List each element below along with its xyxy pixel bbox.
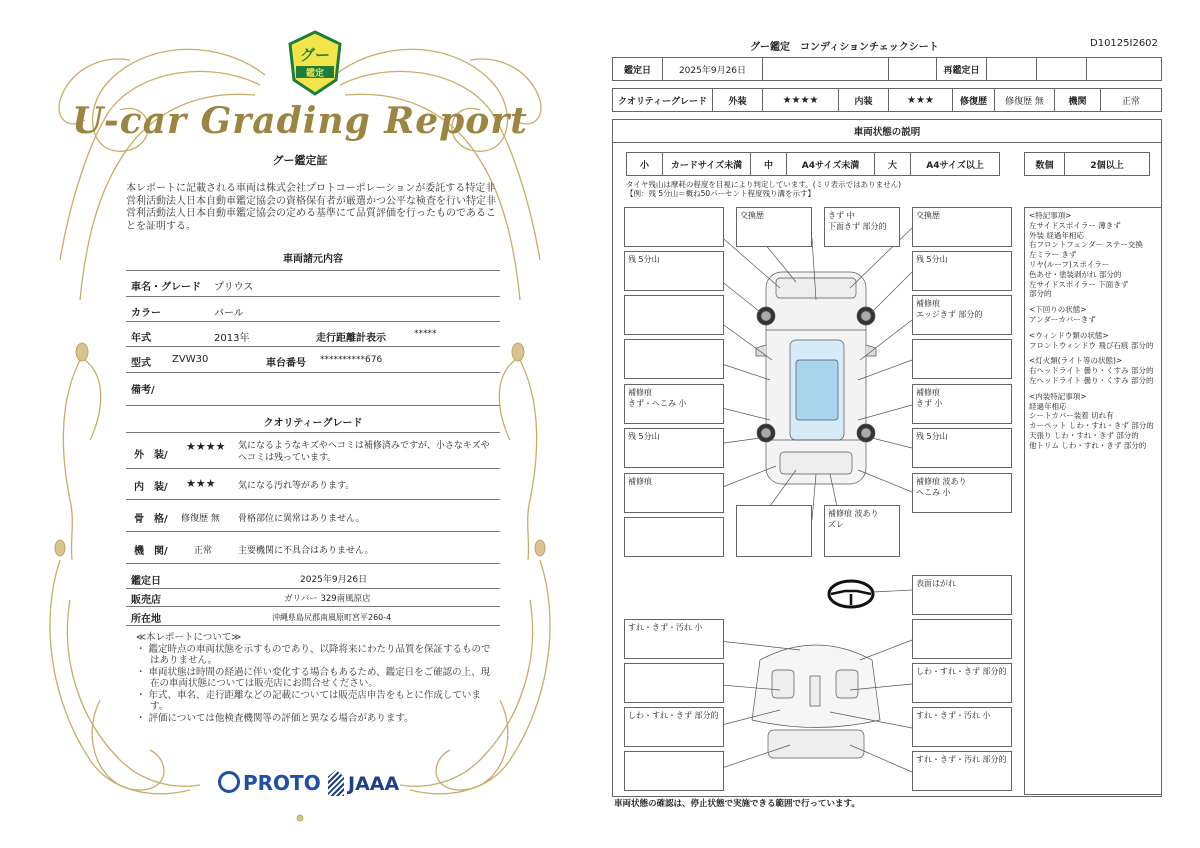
repair-label: 修復歴 — [953, 89, 995, 111]
interior-grade: ★★★ — [186, 477, 216, 490]
jaaa-logo: JAAA — [328, 770, 399, 796]
condition-box — [624, 339, 724, 379]
condition-box: 残 5分山 — [624, 428, 724, 468]
note-line: <灯火類(ライト等の状態)> — [1029, 356, 1123, 366]
note-line: <ウィンドウ類の状態> — [1029, 330, 1109, 340]
address-label: 所在地 — [131, 614, 161, 625]
exterior-text: 気になるようなキズやヘコミは補修済みですが、小さなキズやヘコミは残っています。 — [238, 441, 490, 463]
divider — [126, 588, 500, 589]
note-line: 外装 経過年相応 — [1029, 230, 1084, 240]
condition-box: すれ・きず・汚れ 部分的 — [912, 751, 1012, 791]
condition-box: きず 中 下面きず 部分的 — [824, 207, 900, 247]
note-line: 左ヘッドライト 曇り・くすみ 部分的 — [1029, 375, 1154, 385]
note-line: 色あせ・塗装剥がれ 部分的 — [1029, 269, 1122, 279]
condition-box: 補修痕 波あり へこみ 小 — [912, 473, 1012, 513]
condition-box: 補修痕 きず・へこみ 小 — [624, 384, 724, 424]
note-line: 経過年相応 — [1029, 401, 1067, 411]
size-medium-desc: A4サイズ未満 — [787, 153, 875, 175]
ext-label: 外装 — [713, 89, 763, 111]
note-item: ・ 評価については他検査機関等の評価と異なる場合があります。 — [136, 712, 414, 724]
note-item: ・ 車両状態は時間の経過に伴い変化する場合もあるため、鑑定日をご確認の上、現在の車両状態については販売店にお問合せください。 — [136, 666, 491, 689]
size-small-key: 小 — [627, 153, 663, 175]
note-line: アンダーカバーきず — [1029, 314, 1096, 324]
address-value: 沖縄県島尻郡南風原町宮平260-4 — [272, 613, 392, 622]
inspection-date-value: 2025年9月26日 — [300, 575, 368, 585]
condition-box: 補修痕 きず 小 — [912, 384, 1012, 424]
note-line: 天張り しわ・すれ・きず 部分的 — [1029, 430, 1139, 440]
divider — [126, 372, 500, 373]
divider — [126, 432, 500, 433]
int-grade: ★★★ — [889, 89, 953, 111]
sheet-title: グー鑑定 コンディションチェックシート — [750, 42, 939, 53]
certificate-title: グー鑑定証 — [272, 154, 328, 167]
engine-label: 機 関/ — [134, 546, 168, 557]
color-value: パール — [214, 308, 244, 319]
count-key: 数個 — [1025, 153, 1065, 175]
proto-mark-icon — [218, 771, 240, 793]
int-label: 内装 — [839, 89, 889, 111]
note-line: 他トリム しわ・すれ・きず 部分的 — [1029, 440, 1147, 450]
dealer-value: ガリバー 329南風原店 — [284, 594, 371, 604]
svg-text:グー: グー — [299, 46, 331, 64]
svg-text:鑑定: 鑑定 — [305, 69, 325, 79]
condition-box: 補修痕 波あり ズレ — [824, 505, 900, 557]
engine-text: 主要機関に不具合はありません。 — [238, 546, 374, 556]
certificate-statement: 本レポートに記載される車両は株式会社プロトコーポレーションが委託する特定非営利活動法人日本自動車鑑定協会の資格保有者が厳選かつ公平な検査を行い特定非営利活動法人日本自動車鑑定協会の定める基準にて品質評価を行ったものであることを証明する。 — [126, 183, 496, 232]
size-medium-key: 中 — [751, 153, 787, 175]
condition-box — [624, 207, 724, 247]
size-small-desc: カードサイズ未満 — [663, 153, 751, 175]
divider — [126, 499, 500, 500]
model-label: 型式 — [131, 358, 151, 369]
interior-text: 気になる汚れ等があります。 — [238, 481, 355, 491]
divider — [126, 531, 500, 532]
jaaa-mark-icon — [328, 770, 344, 796]
car-name-label: 車名・グレード — [131, 282, 201, 293]
note-line: シートカバー装着 切れ有 — [1029, 411, 1114, 421]
condition-box: しわ・すれ・きず 部分的 — [912, 663, 1012, 703]
condition-box: 表面はがれ — [912, 575, 1012, 615]
note-item: ・ 鑑定時点の車両状態を示すものであり、以降将来にわたり品質を保証するものではありません。 — [136, 643, 491, 666]
divider — [126, 321, 500, 322]
note-line: <下回りの状態> — [1029, 305, 1087, 315]
condition-box: 交換歴 — [912, 207, 1012, 247]
engine-value: 正常 — [1121, 96, 1140, 107]
chassis-value: **********676 — [320, 355, 383, 365]
divider — [126, 468, 500, 469]
note-line: 右ヘッドライト 曇り・くすみ 部分的 — [1029, 366, 1154, 376]
chassis-label: 車台番号 — [266, 358, 306, 369]
count-desc: 2個以上 — [1090, 160, 1124, 171]
mileage-value: ***** — [414, 329, 437, 339]
condition-box — [736, 505, 812, 557]
condition-heading: 車両状態の説明 — [612, 119, 1162, 143]
condition-box — [624, 295, 724, 335]
note-line: 左サイドスポイラー 下面きず — [1029, 279, 1129, 289]
divider — [126, 625, 500, 626]
remarks-label: 備考/ — [131, 385, 155, 396]
frame-label: 骨 格/ — [134, 514, 168, 525]
date-label: 鑑定日 — [613, 58, 663, 80]
condition-box: すれ・きず・汚れ 小 — [624, 619, 724, 659]
interior-label: 内 装/ — [134, 482, 168, 493]
dealer-label: 販売店 — [131, 595, 161, 606]
qg-label: クオリティーグレード — [613, 89, 713, 111]
engine-label: 機関 — [1055, 89, 1101, 111]
divider — [126, 405, 500, 406]
spec-heading: 車両諸元内容 — [283, 254, 343, 265]
date-value: 2025年9月26日 — [663, 58, 763, 80]
reinspect-label: 再鑑定日 — [937, 58, 987, 80]
note-line: フロントウィンドウ 飛び石痕 部分的 — [1029, 340, 1154, 350]
note-line: 右フロントフェンダー ステー交換 — [1029, 240, 1143, 250]
note-line: 左ミラー きず — [1029, 250, 1077, 260]
condition-box: すれ・きず・汚れ 小 — [912, 707, 1012, 747]
condition-box — [624, 663, 724, 703]
note-line: <内装特記事項> — [1029, 391, 1087, 401]
year-label: 年式 — [131, 333, 151, 344]
inspection-date-label: 鑑定日 — [131, 576, 161, 587]
condition-box: 残 5分山 — [624, 251, 724, 291]
proto-logo: PROTO — [218, 771, 321, 795]
frame-grade: 修復歴 無 — [181, 514, 220, 524]
goo-kantei-badge — [286, 30, 344, 96]
model-value: ZVW30 — [172, 354, 209, 365]
size-large-desc: A4サイズ以上 — [926, 160, 984, 171]
report-notes — [136, 632, 496, 724]
condition-box: 補修痕 エッジきず 部分的 — [912, 295, 1012, 335]
frame-text: 骨格部位に異常はありません。 — [238, 514, 365, 524]
exterior-label: 外 装/ — [134, 450, 168, 461]
sheet-footer: 車両状態の確認は、停止状態で実施できる範囲で行っています。 — [614, 799, 860, 809]
condition-box: 補修痕 — [624, 473, 724, 513]
condition-box: しわ・すれ・きず 部分的 — [624, 707, 724, 747]
quality-grade-heading: クオリティーグレード — [263, 418, 363, 429]
note-item: ・ 年式、車名、走行距離などの記載については販売店申告をもとに作成しています。 — [136, 689, 481, 712]
mileage-label: 走行距離計表示 — [316, 333, 386, 344]
note-line: 部分的 — [1029, 289, 1052, 299]
divider — [126, 346, 500, 347]
note-line: 左サイドスポイラー 薄きず — [1029, 220, 1121, 230]
tire-note: タイヤ残山は摩耗の程度を目視により判定しています。(ミリ表示ではありません) — [626, 180, 902, 189]
ext-grade: ★★★★ — [763, 89, 839, 111]
divider — [126, 606, 500, 607]
repair-value: 修復歴 無 — [995, 89, 1055, 111]
condition-box — [912, 339, 1012, 379]
size-large-key: 大 — [875, 153, 911, 175]
document-id: D10125I2602 — [1090, 38, 1158, 49]
special-notes — [1024, 207, 1162, 795]
note-line: リヤ(ルーフ)スポイラー — [1029, 259, 1110, 269]
note-line: <特記事項> — [1029, 211, 1072, 220]
exterior-grade: ★★★★ — [186, 440, 226, 453]
color-label: カラー — [131, 308, 161, 319]
condition-box: 残 5分山 — [912, 428, 1012, 468]
note-line: カーペット しわ・すれ・きず 部分的 — [1029, 421, 1154, 431]
condition-box — [624, 751, 724, 791]
divider — [126, 270, 500, 271]
engine-grade: 正常 — [194, 546, 213, 556]
notes-title: ≪本レポートについて≫ — [136, 632, 242, 643]
year-value: 2013年 — [214, 333, 250, 344]
condition-check-sheet — [600, 0, 1200, 848]
condition-box: 交換歴 — [736, 207, 812, 247]
divider — [126, 563, 500, 564]
divider — [126, 296, 500, 297]
report-script-title: U-car Grading Report — [72, 100, 528, 142]
condition-box — [912, 619, 1012, 659]
condition-box: 残 5分山 — [912, 251, 1012, 291]
condition-box — [624, 517, 724, 557]
tire-example-note: 【例：残 5分山＝概ね50パーセント程度残り溝を示す】 — [626, 189, 816, 198]
car-name-value: プリウス — [214, 282, 254, 293]
